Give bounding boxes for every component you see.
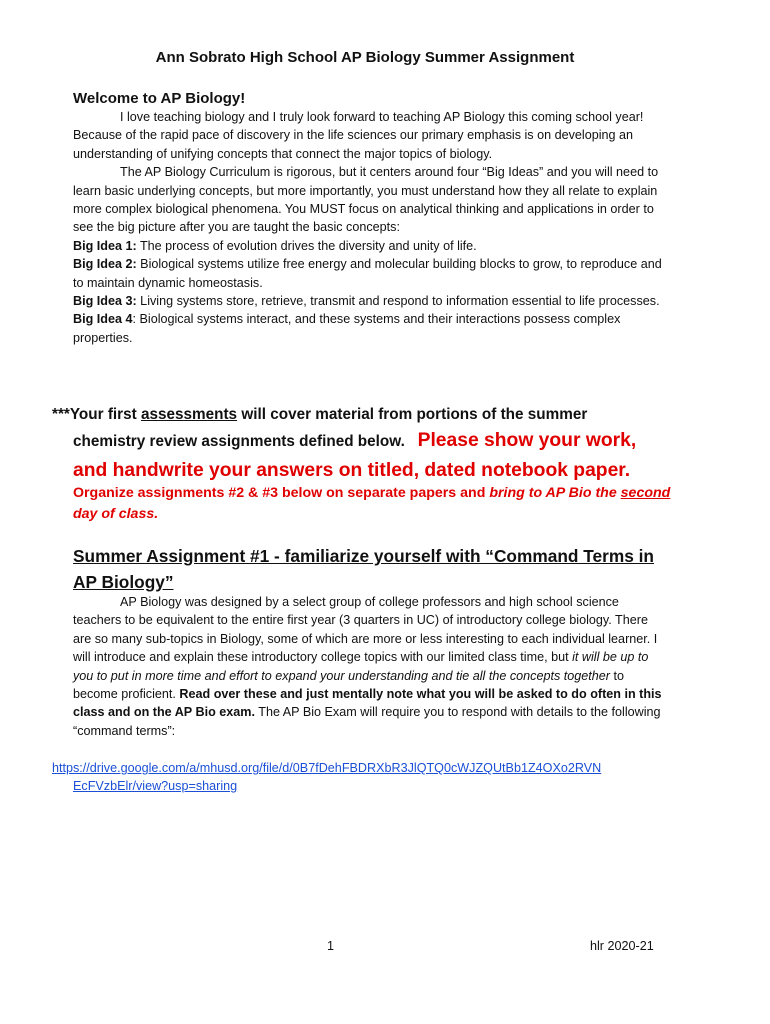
- assessment-line-2-text: chemistry review assignments defined below.: [73, 433, 405, 450]
- link-line-2[interactable]: EcFVzbElr/view?usp=sharing: [73, 779, 238, 794]
- big-idea-label: Big Idea 4: [73, 312, 133, 327]
- organize-italic: bring to AP Bio the: [489, 485, 621, 501]
- organize-italic-end: day of class.: [73, 505, 159, 522]
- big-idea-label: Big Idea 2:: [73, 257, 137, 272]
- summer-text-3: The AP Bio Exam will require you to respond with details to the following “command terms”:: [73, 705, 661, 738]
- link-line-1[interactable]: https://drive.google.com/a/mhusd.org/file/d/0B7fDehFBDRXbR3JlQTQ0cWJZQUtBb1Z4OXo2RVN: [52, 761, 602, 775]
- handwrite-notice: and handwrite your answers on titled, dated notebook paper.: [73, 460, 631, 481]
- page-number: 1: [327, 939, 335, 953]
- big-idea-1: [73, 237, 663, 255]
- organize-underlined: second: [620, 485, 671, 501]
- big-idea-4: [73, 310, 663, 347]
- assessment-line-2: [52, 426, 692, 457]
- summer-italic: it will be up to you to put in more time and effort to expand your understanding and tie all the concepts together: [73, 650, 649, 683]
- summer-paragraph-text: [73, 593, 663, 740]
- welcome-heading: Welcome to AP Biology!: [73, 90, 246, 107]
- organize-notice: [73, 483, 673, 524]
- assessment-suffix: will cover material from portions of the summer: [237, 406, 588, 423]
- intro-paragraph: I love teaching biology and I truly look forward to teaching AP Biology this coming school year! Because of the rapid pace of discovery in the life sciences our primary emphasis is on developing an understanding of unifying concepts that connect the major topics of biology.: [73, 110, 644, 161]
- organize-prefix: Organize assignments #2 & #3 below on separate papers and: [73, 485, 490, 501]
- summer-paragraph: [73, 593, 663, 740]
- document-title: Ann Sobrato High School AP Biology Summer Assignment: [155, 49, 575, 66]
- curriculum-paragraph: The AP Biology Curriculum is rigorous, but it centers around four “Big Ideas” and you will need to learn basic underlying concepts, but more importantly, you must understand how they all relate to explain more complex biological phenomena. You MUST focus on analytical thinking and applications in order to see the big picture after you are taught the basic concepts:: [73, 165, 659, 235]
- assessment-underlined: assessments: [140, 406, 238, 423]
- assessment-line-1: [52, 404, 692, 426]
- big-idea-text: Living systems store, retrieve, transmit and respond to information essential to life processes.: [136, 294, 660, 309]
- big-idea-label: Big Idea 1:: [73, 238, 137, 253]
- summer-text-2: to become proficient.: [73, 668, 624, 702]
- footer-tag: hlr 2020-21: [590, 939, 654, 953]
- summer-assignment-heading: Summer Assignment #1 - familiarize yourself with “Command Terms in AP Biology”: [73, 546, 654, 592]
- summer-bold: Read over these and just mentally note what you will be asked to do often in this class and on the AP Bio exam.: [73, 687, 662, 720]
- big-idea-3: [73, 292, 663, 310]
- command-terms-link[interactable]: [52, 759, 672, 796]
- show-work-notice: Please show your work,: [417, 430, 637, 451]
- assessment-prefix: ***Your first: [52, 406, 141, 423]
- big-idea-text: : Biological systems interact, and these systems and their interactions possess complex properties.: [73, 312, 621, 345]
- assessment-notice: [52, 404, 692, 485]
- big-idea-2: [73, 255, 663, 292]
- big-idea-label: Big Idea 3:: [73, 294, 137, 309]
- summer-text-1: AP Biology was designed by a select group of college professors and high school science teachers to be equivalent to the entire first year (3 quarters in UC) of introductory college biology. There are so many sub-topics in Biology, some of which are more or less interesting to each individual learner. I will introduce and explain these introductory college topics with our limited class time, but: [73, 595, 658, 665]
- big-idea-text: The process of evolution drives the diversity and unity of life.: [136, 238, 477, 253]
- intro-section: [73, 108, 663, 347]
- big-idea-text: Biological systems utilize free energy and molecular building blocks to grow, to reproduce and to maintain dynamic homeostasis.: [73, 257, 662, 290]
